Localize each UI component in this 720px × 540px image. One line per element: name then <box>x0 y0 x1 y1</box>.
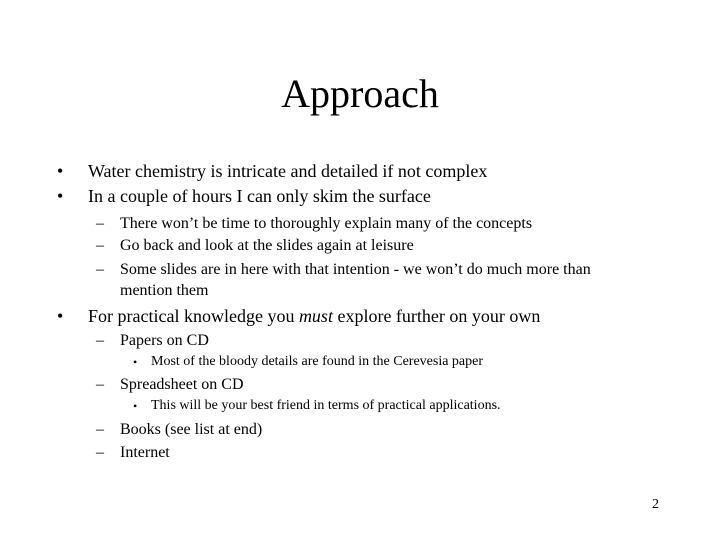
slide-title: Approach <box>281 71 439 116</box>
subbullet-text: There won’t be time to thoroughly explain many of the concepts <box>120 215 533 232</box>
bullet-text: Water chemistry is intricate and detailed if not complex <box>88 161 488 181</box>
dash-marker: – <box>96 376 104 393</box>
dash-marker: – <box>96 332 104 349</box>
dash-marker: – <box>96 237 104 254</box>
page-number: 2 <box>652 497 659 512</box>
bullet-text <box>88 305 540 327</box>
bullet-marker: • <box>57 306 64 326</box>
dash-marker: – <box>96 421 104 438</box>
subsubbullet-text: Most of the bloody details are found in the Cerevesia paper <box>151 354 484 369</box>
subbullet-text: Papers on CD <box>120 332 209 349</box>
subbullet-text: Internet <box>120 444 170 461</box>
bullet-text: In a couple of hours I can only skim the surface <box>88 186 431 206</box>
bullet-marker: • <box>133 355 138 369</box>
subbullet-text: Books (see list at end) <box>120 421 263 438</box>
bullet-marker: • <box>57 186 64 206</box>
bullet-text-before: For practical knowledge you <box>88 306 299 326</box>
bullet-marker: • <box>57 161 64 181</box>
subbullet-text: Some slides are in here with that intention - we won’t do much more than <box>120 261 591 278</box>
subbullet-text-continued: mention them <box>120 282 209 299</box>
bullet-marker: • <box>133 399 138 413</box>
subsubbullet-text: This will be your best friend in terms of practical applications. <box>151 398 501 413</box>
subbullet-text: Spreadsheet on CD <box>120 376 244 393</box>
subbullet-text: Go back and look at the slides again at leisure <box>120 237 414 254</box>
emphasis-must: must <box>298 306 333 326</box>
bullet-text-after: explore further on your own <box>332 306 541 326</box>
dash-marker: – <box>96 261 104 278</box>
dash-marker: – <box>96 444 104 461</box>
dash-marker: – <box>96 215 104 232</box>
